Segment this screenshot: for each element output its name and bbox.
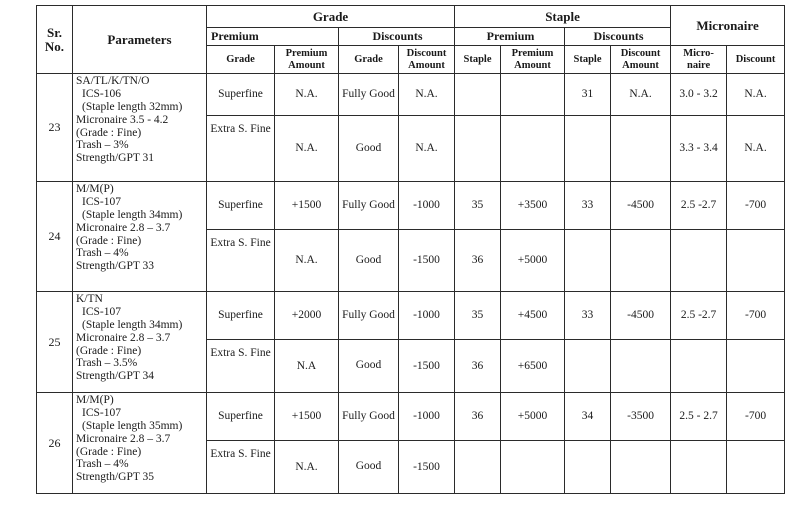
parameter-line: (Staple length 32mm) [82,100,183,113]
discount-grade-cell: Fully Good [339,74,399,116]
cotton-pricing-table [36,5,785,494]
staple-cell: 36 [455,340,501,393]
discount-grade-cell: Good [339,340,399,393]
parameter-line: ICS-107 [82,406,121,419]
micronaire-discount-cell: -700 [727,393,785,441]
micronaire-discount-cell [727,340,785,393]
discount-amount-cell: -1000 [399,182,455,230]
discount-amount-cell: -1500 [399,441,455,494]
staple-discount-amount-cell [611,116,671,182]
col-staple-premium-amount: Premium Amount [501,46,565,74]
staple-premium-amount-cell [501,74,565,116]
staple-premium-header: Premium [455,28,565,46]
staple-cell: 36 [455,230,501,292]
parameter-line: (Grade : Fine) [76,126,142,139]
staple-cell: 35 [455,292,501,340]
micronaire-cell: 2.5 -2.7 [671,292,727,340]
parameters-cell [73,292,207,393]
col-staple-discount-amount: Discount Amount [611,46,671,74]
grade-cell: Superfine [207,393,275,441]
parameter-line: ICS-107 [82,195,121,208]
parameter-line: Micronaire 2.8 – 3.7 [76,331,171,344]
staple-cell: 36 [455,393,501,441]
staple-discount-amount-cell: -4500 [611,182,671,230]
discount-grade-cell: Fully Good [339,292,399,340]
grade-cell: Extra S. Fine [207,441,275,494]
parameter-line: (Grade : Fine) [76,344,142,357]
staple-premium-amount-cell: +6500 [501,340,565,393]
micronaire-header: Micronaire [671,6,785,46]
discount-grade-cell: Fully Good [339,182,399,230]
parameter-line: (Staple length 34mm) [82,318,183,331]
micronaire-cell: 3.3 - 3.4 [671,116,727,182]
discount-staple-cell [565,116,611,182]
grade-cell: Superfine [207,74,275,116]
discount-amount-cell: -1500 [399,340,455,393]
grade-premium-header: Premium [207,28,339,46]
parameter-line: (Grade : Fine) [76,234,142,247]
table-row [37,393,785,441]
discount-grade-cell: Good [339,441,399,494]
micronaire-discount-cell: -700 [727,182,785,230]
parameter-line: ICS-107 [82,305,121,318]
micronaire-discount-cell: -700 [727,292,785,340]
grade-cell: Superfine [207,292,275,340]
sr-no-cell: 25 [37,292,73,393]
staple-discounts-header: Discounts [565,28,671,46]
grade-discounts-header: Discounts [339,28,455,46]
parameter-line: Trash – 4% [76,458,129,471]
staple-premium-amount-cell [501,441,565,494]
parameter-line: Strength/GPT 33 [76,260,155,273]
col-micronaire-discount: Discount [727,46,785,74]
staple-premium-amount-cell: +5000 [501,393,565,441]
discount-staple-cell: 33 [565,292,611,340]
discount-staple-cell [565,441,611,494]
parameter-line: Strength/GPT 35 [76,471,155,484]
table-row [37,182,785,230]
discount-amount-cell: -1000 [399,393,455,441]
staple-premium-amount-cell: +3500 [501,182,565,230]
parameters-cell [73,393,207,494]
parameter-line: Trash – 3% [76,139,129,152]
premium-amount-cell: N.A. [275,116,339,182]
grade-cell: Extra S. Fine [207,230,275,292]
staple-premium-amount-cell: +4500 [501,292,565,340]
micronaire-cell: 2.5 - 2.7 [671,393,727,441]
discount-staple-cell: 34 [565,393,611,441]
staple-discount-amount-cell [611,441,671,494]
col-premium-amount: Premium Amount [275,46,339,74]
discount-staple-cell [565,340,611,393]
col-discount-grade: Grade [339,46,399,74]
parameter-line: M/M(P) [76,394,114,406]
parameter-line: Strength/GPT 34 [76,370,155,383]
micronaire-discount-cell [727,441,785,494]
premium-amount-cell: N.A. [275,74,339,116]
sr-no-cell: 23 [37,74,73,182]
grade-cell: Extra S. Fine [207,116,275,182]
parameter-line: Micronaire 3.5 - 4.2 [76,113,169,126]
parameter-line: Micronaire 2.8 – 3.7 [76,432,171,445]
discount-amount-cell: -1500 [399,230,455,292]
parameter-line: K/TN [76,293,103,305]
micronaire-discount-cell: N.A. [727,116,785,182]
discount-grade-cell: Good [339,230,399,292]
parameter-line: SA/TL/K/TN/O [76,75,150,87]
micronaire-cell: 3.0 - 3.2 [671,74,727,116]
micronaire-discount-cell [727,230,785,292]
premium-amount-cell: N.A. [275,441,339,494]
parameter-line: Trash – 4% [76,247,129,260]
staple-premium-amount-cell: +5000 [501,230,565,292]
premium-amount-cell: +1500 [275,393,339,441]
col-grade: Grade [207,46,275,74]
sr-no-cell: 24 [37,182,73,292]
parameter-line: Trash – 3.5% [76,357,138,370]
micronaire-cell [671,340,727,393]
staple-cell [455,74,501,116]
col-discount-amount: Discount Amount [399,46,455,74]
parameter-line: M/M(P) [76,183,114,195]
staple-discount-amount-cell: -3500 [611,393,671,441]
parameters-header: Parameters [73,6,207,74]
parameter-line: Micronaire 2.8 – 3.7 [76,221,171,234]
premium-amount-cell: +1500 [275,182,339,230]
discount-staple-cell: 31 [565,74,611,116]
sr-no-cell: 26 [37,393,73,494]
premium-amount-cell: N.A. [275,230,339,292]
parameters-cell [73,74,207,182]
staple-discount-amount-cell: -4500 [611,292,671,340]
col-micronaire: Micro-naire [671,46,727,74]
micronaire-cell: 2.5 -2.7 [671,182,727,230]
col-discount-staple: Staple [565,46,611,74]
staple-discount-amount-cell: N.A. [611,74,671,116]
staple-cell [455,441,501,494]
staple-premium-amount-cell [501,116,565,182]
col-staple: Staple [455,46,501,74]
grade-cell: Superfine [207,182,275,230]
parameter-line: ICS-106 [82,87,121,100]
discount-staple-cell: 33 [565,182,611,230]
discount-amount-cell: N.A. [399,74,455,116]
premium-amount-cell: +2000 [275,292,339,340]
premium-amount-cell: N.A [275,340,339,393]
grade-cell: Extra S. Fine [207,340,275,393]
micronaire-cell [671,230,727,292]
parameter-line: Strength/GPT 31 [76,152,155,165]
staple-header: Staple [455,6,671,28]
micronaire-discount-cell: N.A. [727,74,785,116]
parameter-line: (Staple length 35mm) [82,419,183,432]
parameter-line: (Grade : Fine) [76,445,142,458]
discount-grade-cell: Good [339,116,399,182]
staple-discount-amount-cell [611,340,671,393]
staple-cell [455,116,501,182]
staple-cell: 35 [455,182,501,230]
discount-amount-cell: -1000 [399,292,455,340]
parameters-cell [73,182,207,292]
micronaire-cell [671,441,727,494]
parameter-line: (Staple length 34mm) [82,208,183,221]
discount-amount-cell: N.A. [399,116,455,182]
table-row [37,74,785,116]
table-row [37,292,785,340]
grade-header: Grade [207,6,455,28]
discount-staple-cell [565,230,611,292]
discount-grade-cell: Fully Good [339,393,399,441]
sr-no-header: Sr. No. [37,6,73,74]
staple-discount-amount-cell [611,230,671,292]
